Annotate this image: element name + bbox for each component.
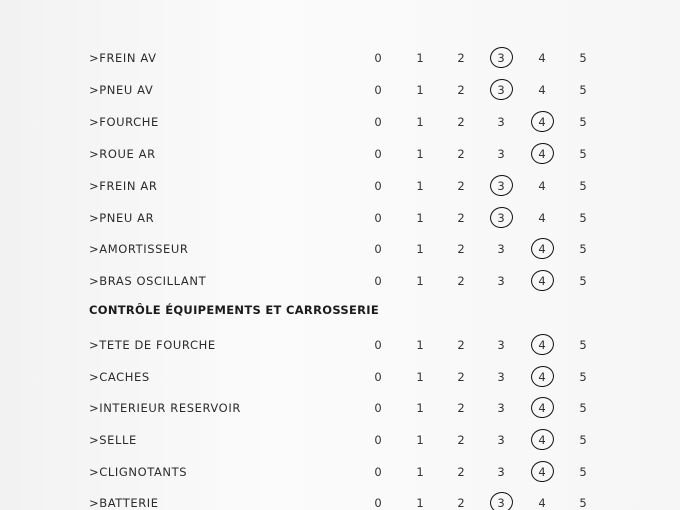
score-option-selected[interactable]: 4 (532, 433, 552, 447)
score-option[interactable]: 1 (416, 496, 424, 510)
row-label: >FREIN AR (89, 179, 158, 193)
score-option[interactable]: 5 (579, 433, 587, 447)
checklist-row (0, 270, 680, 294)
score-option[interactable]: 3 (497, 274, 505, 288)
score-option-selected[interactable]: 4 (532, 465, 552, 479)
score-option[interactable]: 5 (579, 179, 587, 193)
score-option[interactable]: 2 (457, 274, 465, 288)
score-option[interactable]: 0 (374, 274, 382, 288)
score-option[interactable]: 5 (579, 147, 587, 161)
score-option[interactable]: 3 (497, 401, 505, 415)
score-option-selected[interactable]: 3 (491, 211, 511, 225)
score-option[interactable]: 2 (457, 496, 465, 510)
row-label: >ROUE AR (89, 147, 156, 161)
row-label: >TETE DE FOURCHE (89, 338, 216, 352)
section-title: CONTRÔLE ÉQUIPEMENTS ET CARROSSERIE (89, 303, 380, 317)
checklist-row (0, 47, 680, 71)
score-option[interactable]: 5 (579, 115, 587, 129)
score-option[interactable]: 2 (457, 211, 465, 225)
score-option[interactable]: 1 (416, 338, 424, 352)
score-option-selected[interactable]: 4 (532, 274, 552, 288)
row-label: >CLIGNOTANTS (89, 465, 188, 479)
score-option[interactable]: 3 (497, 370, 505, 384)
checklist-row (0, 429, 680, 453)
score-option[interactable]: 1 (416, 274, 424, 288)
score-option-selected[interactable]: 3 (491, 496, 511, 510)
row-label: >INTERIEUR RESERVOIR (89, 401, 241, 415)
row-label: >FREIN AV (89, 51, 157, 65)
score-option[interactable]: 5 (579, 496, 587, 510)
score-option[interactable]: 0 (374, 338, 382, 352)
score-option[interactable]: 5 (579, 274, 587, 288)
score-option[interactable]: 3 (497, 433, 505, 447)
row-label: >SELLE (89, 433, 137, 447)
score-option[interactable]: 4 (538, 179, 546, 193)
score-option[interactable]: 2 (457, 338, 465, 352)
score-option[interactable]: 1 (416, 433, 424, 447)
score-option[interactable]: 2 (457, 83, 465, 97)
score-option[interactable]: 1 (416, 370, 424, 384)
score-option-selected[interactable]: 4 (532, 338, 552, 352)
score-option[interactable]: 3 (497, 338, 505, 352)
row-label: >BATTERIE (89, 496, 159, 510)
score-option[interactable]: 2 (457, 370, 465, 384)
score-option[interactable]: 2 (457, 401, 465, 415)
score-option[interactable]: 4 (538, 496, 546, 510)
score-option[interactable]: 0 (374, 496, 382, 510)
row-label: >CACHES (89, 370, 150, 384)
row-label: >PNEU AR (89, 211, 155, 225)
checklist-row (0, 207, 680, 231)
score-option[interactable]: 0 (374, 211, 382, 225)
score-option[interactable]: 0 (374, 179, 382, 193)
score-option[interactable]: 0 (374, 465, 382, 479)
score-option[interactable]: 1 (416, 465, 424, 479)
score-option[interactable]: 0 (374, 370, 382, 384)
score-option[interactable]: 4 (538, 211, 546, 225)
score-option[interactable]: 1 (416, 179, 424, 193)
score-option[interactable]: 3 (497, 115, 505, 129)
score-option-selected[interactable]: 3 (491, 179, 511, 193)
score-option[interactable]: 2 (457, 147, 465, 161)
score-option-selected[interactable]: 4 (532, 242, 552, 256)
score-option[interactable]: 1 (416, 147, 424, 161)
score-option-selected[interactable]: 4 (532, 147, 552, 161)
score-option[interactable]: 4 (538, 51, 546, 65)
checklist-row (0, 111, 680, 135)
score-option[interactable]: 0 (374, 242, 382, 256)
score-option[interactable]: 1 (416, 83, 424, 97)
score-option[interactable]: 5 (579, 51, 587, 65)
checklist-row (0, 175, 680, 199)
score-option[interactable]: 5 (579, 242, 587, 256)
score-option[interactable]: 5 (579, 370, 587, 384)
score-option[interactable]: 2 (457, 179, 465, 193)
row-label: >AMORTISSEUR (89, 242, 189, 256)
score-option-selected[interactable]: 4 (532, 401, 552, 415)
score-option[interactable]: 5 (579, 465, 587, 479)
checklist-row (0, 492, 680, 510)
score-option[interactable]: 2 (457, 433, 465, 447)
score-option-selected[interactable]: 4 (532, 370, 552, 384)
score-option[interactable]: 1 (416, 242, 424, 256)
checklist-row (0, 79, 680, 103)
score-option[interactable]: 5 (579, 401, 587, 415)
score-option[interactable]: 0 (374, 115, 382, 129)
score-option[interactable]: 2 (457, 51, 465, 65)
score-option[interactable]: 2 (457, 242, 465, 256)
score-option[interactable]: 3 (497, 242, 505, 256)
checklist-row (0, 366, 680, 390)
score-option[interactable]: 0 (374, 147, 382, 161)
row-label: >FOURCHE (89, 115, 159, 129)
score-option-selected[interactable]: 3 (491, 51, 511, 65)
score-option[interactable]: 4 (538, 83, 546, 97)
score-option[interactable]: 0 (374, 83, 382, 97)
score-option[interactable]: 2 (457, 115, 465, 129)
score-option[interactable]: 2 (457, 465, 465, 479)
score-option[interactable]: 0 (374, 433, 382, 447)
score-option[interactable]: 5 (579, 338, 587, 352)
checklist-row (0, 397, 680, 421)
score-option[interactable]: 1 (416, 211, 424, 225)
row-label: >PNEU AV (89, 83, 154, 97)
score-option[interactable]: 3 (497, 465, 505, 479)
row-label: >BRAS OSCILLANT (89, 274, 207, 288)
score-option[interactable]: 0 (374, 401, 382, 415)
score-option-selected[interactable]: 3 (491, 83, 511, 97)
score-option[interactable]: 0 (374, 51, 382, 65)
score-option[interactable]: 1 (416, 115, 424, 129)
score-option-selected[interactable]: 4 (532, 115, 552, 129)
score-option[interactable]: 5 (579, 83, 587, 97)
score-option[interactable]: 1 (416, 51, 424, 65)
checklist-row (0, 238, 680, 262)
checklist-row (0, 461, 680, 485)
checklist-row (0, 143, 680, 167)
score-option[interactable]: 1 (416, 401, 424, 415)
score-option[interactable]: 5 (579, 211, 587, 225)
checklist-row (0, 334, 680, 358)
score-option[interactable]: 3 (497, 147, 505, 161)
